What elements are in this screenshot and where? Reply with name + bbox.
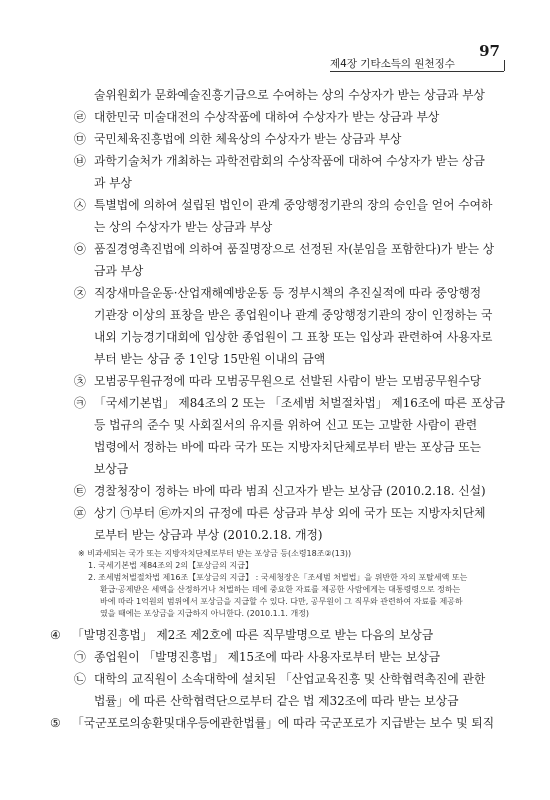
note-line: 바에 따라 1억원의 범위에서 포상금을 지급할 수 있다. 다만, 공무원이 그 직무와 관련하여 자료를 제공하 [100,597,463,606]
item-marker: ㉩ [74,374,86,388]
item-marker: ㉧ [74,242,86,256]
list-item [74,374,481,388]
item-text: 경찰청장이 정하는 바에 따라 범죄 신고자가 받는 보상금 (2010.2.18. 신설) [94,484,486,498]
item-text: 과학기술처가 개최하는 과학전람회의 수상작품에 대하여 수상자가 받는 상금 [94,154,485,168]
item-text-cont: 내외 기능경기대회에 입상한 종업원이 그 표창 또는 입상과 관련하여 사용자로 [94,330,493,344]
list-item [74,506,486,520]
item-text: 상기 ㉠부터 ㉫까지의 규정에 따른 상금과 부상 외에 국가 또는 지방자치단체 [94,506,486,520]
item-marker: ㉤ [74,132,86,146]
item-marker: ㉫ [74,484,86,498]
item-text-cont: 보상금 [94,462,129,476]
item-text: 국민체육진흥법에 의한 체육상의 수상자가 받는 상금과 부상 [94,132,402,146]
item-text-cont: 금과 부상 [94,264,144,278]
item-continued-line: 술위원회가 문화예술진흥기금으로 수여하는 상의 수상자가 받는 상금과 부상 [94,88,485,102]
item-marker: ㉨ [74,286,86,300]
list-item [74,110,439,124]
header-rule-corner [504,60,505,71]
item-text-cont: 는 상의 수상자가 받는 상금과 부상 [94,220,273,234]
item-text-cont: 부터 받는 상금 중 1인당 15만원 이내의 금액 [94,352,326,366]
item-marker: ㉪ [74,396,86,410]
list-item [74,286,481,300]
item-text-cont: 법령에서 정하는 바에 따라 국가 또는 지방자치단체로부터 받는 포상금 또는 [94,440,482,454]
item-text-cont: 등 법규의 준수 및 사회질서의 유지를 위하여 신고 또는 고발한 사람이 관련 [94,418,478,432]
item-text-cont: 기관장 이상의 표창을 받은 종업원이나 관계 중앙행정기관의 장이 인정하는 국 [94,308,493,322]
section-marker: ⑤ [50,716,61,730]
chapter-title: 제4장 기타소득의 원천징수 [330,58,455,70]
note-line: 2. 조세범처벌절차법 제16조【포상금의 지급】 : 국세청장은「조세범 처벌법」을 위반한 자의 포탈세액 또는 [88,573,468,582]
section-marker: ④ [50,628,61,642]
item-marker: ㉬ [74,506,86,520]
section-text: 「발명진흥법」 제2조 제2호에 따른 직무발명으로 받는 다음의 보상금 [72,628,434,642]
header-rule [330,71,504,72]
item-text: 종업원이 「발명진흥법」 제15조에 따라 사용자로부터 받는 보상금 [94,650,441,664]
item-text-cont: 로부터 받는 상금과 부상 (2010.2.18. 개정) [94,528,323,542]
list-item [74,242,494,256]
note-line: 1. 국세기본법 제84조의 2의【포상금의 지급】 [88,561,253,570]
note-heading: ※ 비과세되는 국가 또는 지방자치단체로부터 받는 포상금 등(소령18조②(13)) [78,549,352,558]
note-line: 환급·공제받은 세액을 산정하거나 처벌하는 데에 중요한 자료를 제공한 사람에게는 대통령령으로 정하는 [100,585,461,594]
list-item [74,484,486,498]
item-text: 모범공무원규정에 따라 모범공무원으로 선발된 사람이 받는 모범공무원수당 [94,374,482,388]
item-text: 직장새마을운동·산업재해예방운동 등 정부시책의 추진실적에 따라 중앙행정 [94,286,482,300]
item-text: 특별법에 의하여 설립된 법인이 관계 중앙행정기관의 장의 승인을 얻어 수여하 [94,198,493,212]
item-text-cont: 과 부상 [94,176,132,190]
list-item [74,132,401,146]
list-item [74,198,492,212]
section-5 [50,716,494,730]
item-marker: ㉦ [74,198,86,212]
item-text-cont: 법률」에 따른 산학협력단으로부터 같은 법 제32조에 따라 받는 보상금 [94,694,459,708]
page-number: 97 [479,42,500,60]
list-item [74,396,505,410]
item-marker: ㉣ [74,110,86,124]
section-text: 「국군포로의송환및대우등에관한법률」에 따라 국군포로가 지급받는 보수 및 퇴직 [72,716,495,730]
item-marker: ㉥ [74,154,86,168]
item-text: 「국세기본법」 제84조의 2 또는 「조세범 처벌절차법」 제16조에 따른 포상금 [94,396,506,410]
item-text: 대한민국 미술대전의 수상작품에 대하여 수상자가 받는 상금과 부상 [94,110,440,124]
item-text: 대학의 교직원이 소속대학에 설치된 「산업교육진흥 및 산학협력촉진에 관한 [94,672,486,686]
item-marker: ㉡ [74,672,86,686]
item-text: 품질경영촉진법에 의하여 품질명장으로 선정된 자(분임을 포함한다)가 받는 상 [94,242,495,256]
page-header [330,42,510,70]
note-line: 였을 때에는 포상금을 지급하지 아니한다. (2010.1.1. 개정) [100,609,310,618]
list-item [74,154,485,168]
section-4 [50,628,433,642]
item-marker: ㉠ [74,650,86,664]
list-item [74,672,485,686]
list-item [74,650,440,664]
